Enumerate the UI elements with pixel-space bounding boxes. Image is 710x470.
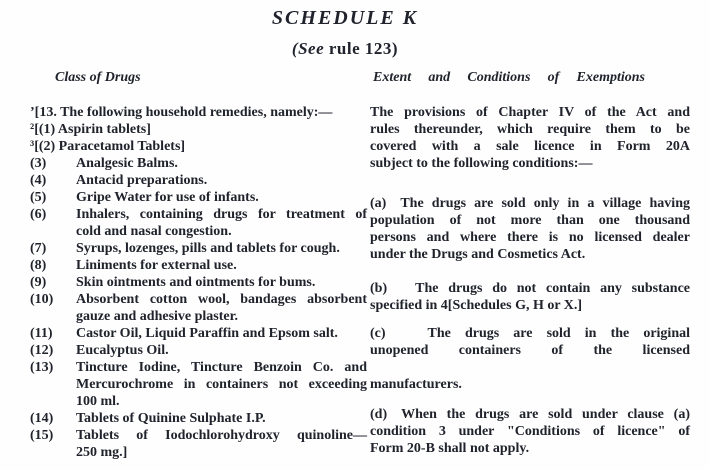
paragraph (370, 195, 690, 263)
item-text-line: Skin ointments and ointments for bums. (76, 275, 316, 290)
list-item (30, 410, 367, 427)
paragraph (370, 280, 690, 314)
item-text-line: 100 ml. (76, 394, 120, 409)
item-text-line: Liniments for external use. (76, 258, 237, 273)
paragraph-line: (b) The drugs do not contain any substance (370, 281, 690, 296)
paragraph-line: unopened containers of the licensed (370, 343, 690, 358)
list-item (30, 189, 367, 206)
paragraph (370, 406, 690, 457)
list-item (30, 274, 367, 291)
item-text-line: Tincture Iodine, Tincture Benzoin Co. and (76, 360, 367, 375)
paragraph (370, 104, 690, 172)
paragraph-line: under the Drugs and Cosmetics Act. (370, 247, 586, 262)
item-number: (4) (30, 173, 47, 188)
paragraph-line: condition 3 under "Conditions of licence" of (370, 424, 690, 439)
list-item (30, 291, 367, 325)
paragraph-line: persons and where there is no licensed dealer (370, 230, 690, 245)
item-list (30, 155, 367, 461)
item-number: (6) (30, 207, 47, 222)
column-header-class-of-drugs: Class of Drugs (55, 70, 141, 85)
item-text-line: Syrups, lozenges, pills and tablets for cough. (76, 241, 340, 256)
paragraph-line: population of not more than one thousand (370, 213, 690, 228)
item-text-line: Tablets of Iodochlorohydroxy quinoline— (76, 428, 367, 443)
list-item (30, 325, 367, 342)
paragraph-line: covered with a sale licence in Form 20A (370, 139, 690, 154)
list-item (30, 206, 367, 240)
paragraph-line: The provisions of Chapter IV of the Act and (370, 105, 690, 120)
schedule-title: SCHEDULE K (271, 7, 419, 29)
list-item (30, 155, 367, 172)
sub-item-list (30, 121, 367, 155)
paragraph-line: (c) The drugs are sold in the original (370, 326, 690, 341)
paragraph-line: Form 20-B shall not apply. (370, 441, 530, 456)
item-number: (12) (30, 343, 54, 358)
rule-reference-see: (See (291, 39, 325, 58)
list-item (30, 172, 367, 189)
item-number: (14) (30, 411, 54, 426)
item-number: (9) (30, 275, 47, 290)
item-text-line: Eucalyptus Oil. (76, 343, 169, 358)
list-item (30, 240, 367, 257)
intro-line: ’[13. The following household remedies, namely:— (30, 105, 333, 120)
paragraph-line: manufacturers. (370, 377, 462, 392)
paragraph (370, 325, 690, 359)
item-text-line: cold and nasal congestion. (76, 224, 232, 239)
paragraph-line: rules thereunder, which require them to be (370, 122, 690, 137)
paragraph-line: (d) When the drugs are sold under clause (a) (370, 407, 690, 422)
list-item (30, 427, 367, 461)
item-number: (15) (30, 428, 54, 443)
item-text-line: Analgesic Balms. (76, 156, 178, 171)
right-column (370, 104, 690, 457)
item-text-line: Mercurochrome in containers not exceeding (76, 377, 367, 392)
paragraph (370, 376, 690, 393)
item-text-line: Gripe Water for use of infants. (76, 190, 259, 205)
item-text-line: 250 mg.] (76, 445, 128, 460)
paragraph-line: subject to the following conditions:— (370, 156, 593, 171)
item-number: (11) (30, 326, 53, 341)
sub-item-line: ³[(2) Paracetamol Tablets] (30, 139, 186, 154)
list-item (30, 342, 367, 359)
item-text-line: Tablets of Quinine Sulphate I.P. (76, 411, 266, 426)
item-number: (10) (30, 292, 54, 307)
item-text-line: Absorbent cotton wool, bandages absorbent (76, 292, 367, 307)
list-item (30, 257, 367, 274)
item-number: (7) (30, 241, 47, 256)
list-item (30, 359, 367, 410)
item-number: (3) (30, 156, 47, 171)
paragraph-line: specified in 4[Schedules G, H or X.] (370, 298, 583, 313)
item-text-line: Antacid preparations. (76, 173, 208, 188)
item-text-line: gauze and adhesive plaster. (76, 309, 239, 324)
item-text-line: Inhalers, containing drugs for treatment of (76, 207, 367, 222)
rule-reference-rest: rule 123) (324, 39, 399, 58)
sub-item-line: ²[(1) Aspirin tablets] (30, 122, 151, 137)
item-text-line: Castor Oil, Liquid Paraffin and Epsom salt. (76, 326, 338, 341)
paragraph-line: (a) The drugs are sold only in a village having (370, 196, 690, 211)
item-number: (5) (30, 190, 47, 205)
item-number: (13) (30, 360, 54, 375)
column-header-extent-conditions: Extent and Conditions of Exemptions (373, 70, 645, 85)
rule-reference (0, 39, 690, 59)
left-column (30, 104, 367, 461)
item-number: (8) (30, 258, 47, 273)
